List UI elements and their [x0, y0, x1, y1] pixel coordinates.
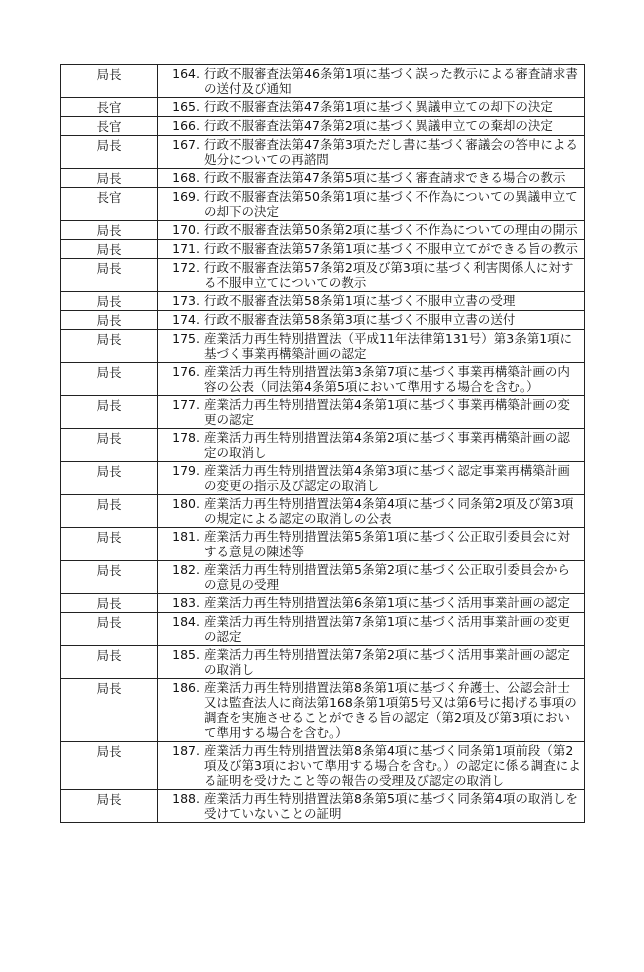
table-row: [61, 561, 585, 594]
item-cell: [158, 221, 585, 240]
item-wrapper: [166, 743, 581, 788]
table-row: [61, 363, 585, 396]
item-number: 185.: [172, 647, 200, 662]
item-cell: [158, 495, 585, 528]
item-text: 産業活力再生特別措置法第7条第1項に基づく活用事業計画の変更の認定: [204, 614, 570, 644]
authority-cell: 局長: [61, 790, 158, 823]
item-wrapper: [166, 430, 581, 460]
item-text: 行政不服審査法第47条第2項に基づく異議申立ての棄却の決定: [204, 118, 553, 133]
item-wrapper: [166, 791, 581, 821]
item-number: 171.: [172, 241, 200, 256]
item-cell: [158, 292, 585, 311]
table-body: [61, 65, 585, 823]
table-row: [61, 259, 585, 292]
item-text: 産業活力再生特別措置法第8条第5項に基づく同条第4項の取消しを受けていないことの証明: [204, 791, 578, 821]
item-wrapper: [166, 364, 581, 394]
authority-cell: 局長: [61, 221, 158, 240]
item-text: 産業活力再生特別措置法第4条第2項に基づく事業再構築計画の認定の取消し: [204, 430, 570, 460]
item-text: 行政不服審査法第47条第1項に基づく異議申立ての却下の決定: [204, 99, 553, 114]
table-row: [61, 594, 585, 613]
item-text: 行政不服審査法第47条第5項に基づく審査請求できる場合の教示: [204, 170, 566, 185]
item-wrapper: [166, 647, 581, 677]
item-wrapper: [166, 463, 581, 493]
item-text: 産業活力再生特別措置法第8条第1項に基づく弁護士、公認会計士又は監査法人に商法第168条第1項第5号又は第6号に掲げる事項の調査を実施させることができる旨の認定（第2項及び第3項において準用する場合を含む。）: [204, 680, 577, 740]
item-number: 167.: [172, 137, 200, 152]
table-row: [61, 429, 585, 462]
item-cell: [158, 646, 585, 679]
table-row: [61, 169, 585, 188]
item-cell: [158, 561, 585, 594]
table-row: [61, 330, 585, 363]
item-text: 行政不服審査法第50条第1項に基づく不作為についての異議申立ての却下の決定: [204, 189, 578, 219]
item-number: 177.: [172, 397, 200, 412]
item-wrapper: [166, 189, 581, 219]
item-cell: [158, 169, 585, 188]
table-row: [61, 65, 585, 98]
item-number: 166.: [172, 118, 200, 133]
authority-cell: 局長: [61, 330, 158, 363]
authority-cell: 長官: [61, 117, 158, 136]
item-text: 産業活力再生特別措置法第4条第1項に基づく事業再構築計画の変更の認定: [204, 397, 570, 427]
item-number: 176.: [172, 364, 200, 379]
item-wrapper: [166, 170, 581, 185]
table-row: [61, 136, 585, 169]
item-wrapper: [166, 496, 581, 526]
item-cell: [158, 528, 585, 561]
authority-cell: 局長: [61, 240, 158, 259]
item-cell: [158, 330, 585, 363]
authority-cell: 局長: [61, 528, 158, 561]
authority-cell: 局長: [61, 594, 158, 613]
item-cell: [158, 240, 585, 259]
authority-cell: 局長: [61, 311, 158, 330]
item-number: 164.: [172, 66, 200, 81]
item-cell: [158, 117, 585, 136]
item-text: 産業活力再生特別措置法（平成11年法律第131号）第3条第1項に基づく事業再構築計画の認定: [204, 331, 573, 361]
table-row: [61, 396, 585, 429]
item-number: 187.: [172, 743, 200, 758]
item-wrapper: [166, 137, 581, 167]
table-row: [61, 188, 585, 221]
item-cell: [158, 363, 585, 396]
item-number: 165.: [172, 99, 200, 114]
authority-cell: 局長: [61, 136, 158, 169]
item-text: 行政不服審査法第57条第1項に基づく不服申立てができる旨の教示: [204, 241, 578, 256]
item-wrapper: [166, 260, 581, 290]
item-number: 179.: [172, 463, 200, 478]
item-number: 181.: [172, 529, 200, 544]
authority-cell: 局長: [61, 561, 158, 594]
item-text: 行政不服審査法第58条第1項に基づく不服申立書の受理: [204, 293, 516, 308]
item-number: 184.: [172, 614, 200, 629]
item-wrapper: [166, 118, 581, 133]
delegation-table: [60, 64, 585, 823]
table-row: [61, 117, 585, 136]
item-wrapper: [166, 680, 581, 740]
table-row: [61, 240, 585, 259]
authority-cell: 局長: [61, 259, 158, 292]
item-cell: [158, 790, 585, 823]
authority-cell: 局長: [61, 495, 158, 528]
item-text: 産業活力再生特別措置法第4条第3項に基づく認定事業再構築計画の変更の指示及び認定の取消し: [204, 463, 570, 493]
item-wrapper: [166, 331, 581, 361]
authority-cell: 局長: [61, 429, 158, 462]
item-number: 168.: [172, 170, 200, 185]
item-cell: [158, 188, 585, 221]
authority-cell: 長官: [61, 98, 158, 117]
item-text: 行政不服審査法第57条第2項及び第3項に基づく利害関係人に対する不服申立てについての教示: [204, 260, 574, 290]
authority-cell: 局長: [61, 396, 158, 429]
authority-cell: 局長: [61, 679, 158, 742]
item-cell: [158, 98, 585, 117]
table-row: [61, 221, 585, 240]
item-number: 173.: [172, 293, 200, 308]
item-wrapper: [166, 241, 581, 256]
item-cell: [158, 65, 585, 98]
item-text: 産業活力再生特別措置法第5条第2項に基づく公正取引委員会からの意見の受理: [204, 562, 570, 592]
item-cell: [158, 311, 585, 330]
table-row: [61, 742, 585, 790]
item-wrapper: [166, 293, 581, 308]
item-text: 産業活力再生特別措置法第4条第4項に基づく同条第2項及び第3項の規定による認定の取消しの公表: [204, 496, 574, 526]
item-wrapper: [166, 66, 581, 96]
authority-cell: 局長: [61, 292, 158, 311]
item-number: 188.: [172, 791, 200, 806]
authority-cell: 局長: [61, 363, 158, 396]
item-wrapper: [166, 99, 581, 114]
item-number: 175.: [172, 331, 200, 346]
item-cell: [158, 429, 585, 462]
authority-cell: 局長: [61, 646, 158, 679]
item-cell: [158, 679, 585, 742]
item-wrapper: [166, 222, 581, 237]
table-row: [61, 679, 585, 742]
table-row: [61, 292, 585, 311]
item-number: 182.: [172, 562, 200, 577]
item-cell: [158, 136, 585, 169]
item-text: 行政不服審査法第50条第2項に基づく不作為についての理由の開示: [204, 222, 578, 237]
item-text: 行政不服審査法第46条第1項に基づく誤った教示による審査請求書の送付及び通知: [204, 66, 578, 96]
table-row: [61, 462, 585, 495]
table-row: [61, 646, 585, 679]
item-cell: [158, 742, 585, 790]
item-number: 170.: [172, 222, 200, 237]
item-text: 産業活力再生特別措置法第5条第1項に基づく公正取引委員会に対する意見の陳述等: [204, 529, 570, 559]
table-row: [61, 613, 585, 646]
table-row: [61, 311, 585, 330]
item-number: 178.: [172, 430, 200, 445]
item-wrapper: [166, 312, 581, 327]
item-cell: [158, 613, 585, 646]
authority-cell: 局長: [61, 65, 158, 98]
item-number: 169.: [172, 189, 200, 204]
item-cell: [158, 594, 585, 613]
item-number: 183.: [172, 595, 200, 610]
authority-cell: 局長: [61, 742, 158, 790]
item-text: 産業活力再生特別措置法第8条第4項に基づく同条第1項前段（第2項及び第3項において準用する場合を含む。）の認定に係る調査による証明を受けたこと等の報告の受理及び認定の取消し: [204, 743, 581, 788]
item-wrapper: [166, 529, 581, 559]
authority-cell: 局長: [61, 462, 158, 495]
authority-cell: 長官: [61, 188, 158, 221]
table-row: [61, 528, 585, 561]
authority-cell: 局長: [61, 169, 158, 188]
authority-cell: 局長: [61, 613, 158, 646]
table-row: [61, 98, 585, 117]
item-wrapper: [166, 595, 581, 610]
item-number: 172.: [172, 260, 200, 275]
item-number: 174.: [172, 312, 200, 327]
item-cell: [158, 396, 585, 429]
item-number: 186.: [172, 680, 200, 695]
table-row: [61, 495, 585, 528]
item-text: 産業活力再生特別措置法第7条第2項に基づく活用事業計画の認定の取消し: [204, 647, 570, 677]
item-cell: [158, 462, 585, 495]
table-row: [61, 790, 585, 823]
item-number: 180.: [172, 496, 200, 511]
item-text: 産業活力再生特別措置法第6条第1項に基づく活用事業計画の認定: [204, 595, 570, 610]
item-wrapper: [166, 614, 581, 644]
item-text: 行政不服審査法第47条第3項ただし書に基づく審議会の答申による処分についての再諮問: [204, 137, 578, 167]
item-text: 産業活力再生特別措置法第3条第7項に基づく事業再構築計画の内容の公表（同法第4条第5項において準用する場合を含む。）: [204, 364, 570, 394]
item-wrapper: [166, 562, 581, 592]
item-text: 行政不服審査法第58条第3項に基づく不服申立書の送付: [204, 312, 516, 327]
item-cell: [158, 259, 585, 292]
item-wrapper: [166, 397, 581, 427]
